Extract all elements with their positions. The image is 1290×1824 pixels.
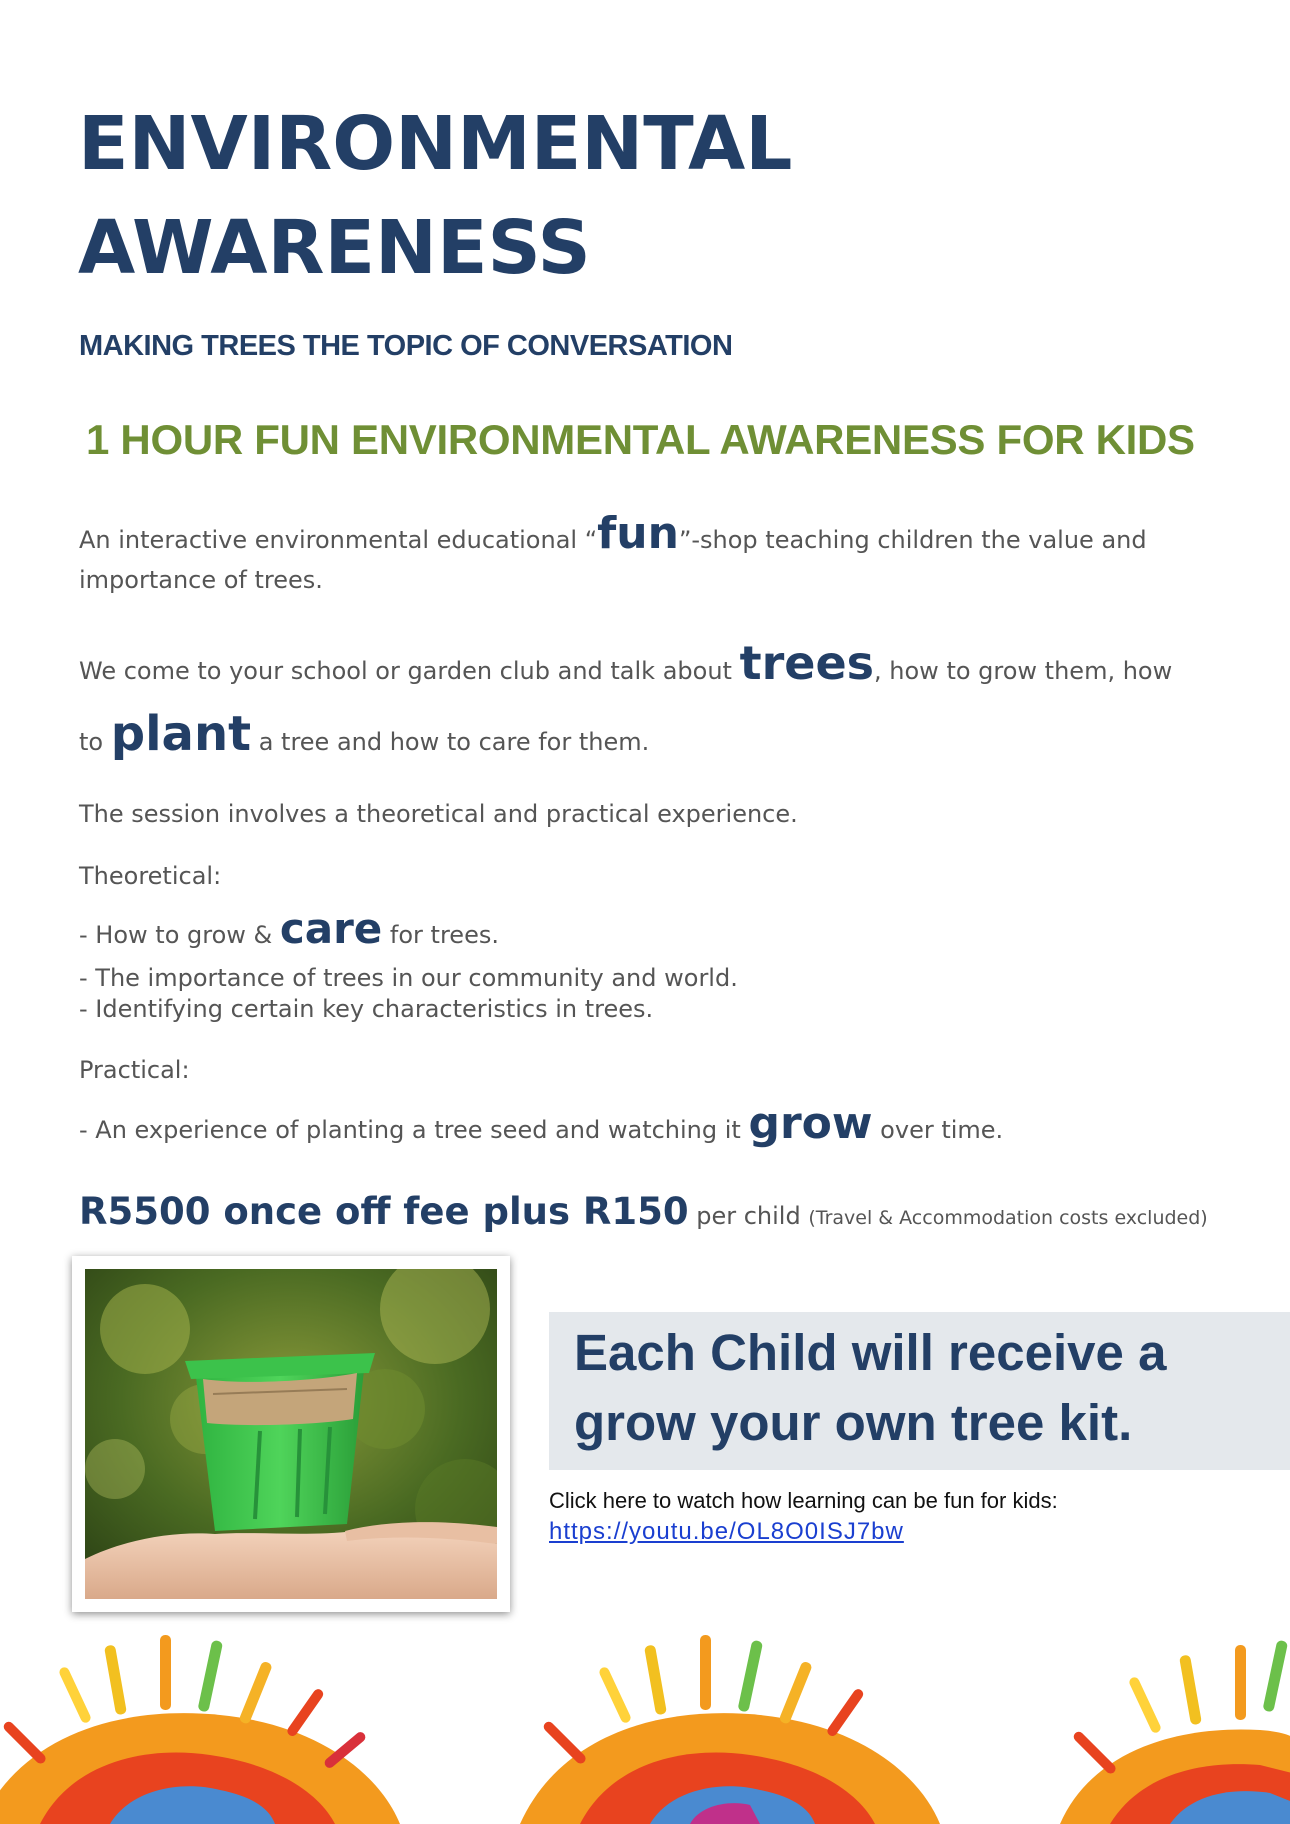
visit-line2-after: a tree and how to care for them. bbox=[251, 728, 650, 756]
visit-text-before: We come to your school or garden club and talk about bbox=[79, 657, 740, 685]
tree-kit-photo bbox=[85, 1269, 497, 1599]
intro-line-1 bbox=[79, 508, 1147, 559]
hand-holding-green-pot-image bbox=[85, 1269, 497, 1599]
headline: 1 HOUR FUN ENVIRONMENTAL AWARENESS FOR KIDS bbox=[86, 416, 1195, 463]
video-label: Click here to watch how learning can be fun for kids: bbox=[549, 1488, 1058, 1513]
theoretical-item-1 bbox=[79, 904, 499, 953]
theoretical-item-2: - The importance of trees in our community and world. bbox=[79, 964, 738, 992]
title-line-2: AWARENESS bbox=[78, 205, 591, 291]
handprint-cluster-left-icon bbox=[0, 1635, 400, 1824]
price-line bbox=[79, 1190, 1208, 1233]
price-per-child: per child bbox=[688, 1202, 809, 1230]
title-line-1: ENVIRONMENTAL bbox=[78, 101, 793, 187]
handprint-cluster-middle-icon bbox=[520, 1635, 940, 1824]
price-note: (Travel & Accommodation costs excluded) bbox=[808, 1207, 1208, 1229]
intro-text-after: ”-shop teaching children the value and bbox=[678, 526, 1147, 554]
tree-kit-photo-frame bbox=[72, 1256, 510, 1612]
handprint-cluster-right-icon bbox=[1060, 1640, 1290, 1824]
intro-emphasis-fun: fun bbox=[597, 508, 679, 559]
theoretical-item-1-after: for trees. bbox=[382, 921, 499, 949]
practical-emphasis-grow: grow bbox=[748, 1098, 873, 1149]
page-title bbox=[78, 92, 792, 300]
visit-emphasis-trees: trees bbox=[739, 636, 875, 690]
tree-kit-line-2: grow your own tree kit. bbox=[574, 1394, 1133, 1451]
video-link[interactable]: https://youtu.be/OL8O0ISJ7bw bbox=[549, 1518, 904, 1545]
session-text: The session involves a theoretical and practical experience. bbox=[79, 800, 798, 828]
intro-text-before: An interactive environmental educational “ bbox=[79, 526, 598, 554]
visit-line-2 bbox=[79, 706, 649, 762]
practical-item-1 bbox=[79, 1098, 1003, 1149]
tree-kit-line-1: Each Child will receive a bbox=[574, 1324, 1167, 1381]
theoretical-heading: Theoretical: bbox=[79, 862, 222, 890]
handprint-decoration-icon bbox=[0, 1615, 1290, 1824]
visit-line2-before: to bbox=[79, 728, 111, 756]
subtitle: MAKING TREES THE TOPIC OF CONVERSATION bbox=[79, 330, 733, 362]
theoretical-item-3: - Identifying certain key characteristics in trees. bbox=[79, 995, 654, 1023]
practical-item-1-before: - An experience of planting a tree seed and watching it bbox=[79, 1116, 749, 1144]
theoretical-item-1-before: - How to grow & bbox=[79, 921, 280, 949]
practical-heading: Practical: bbox=[79, 1056, 190, 1084]
theoretical-emphasis-care: care bbox=[279, 904, 383, 953]
visit-line-1 bbox=[79, 636, 1172, 690]
tree-kit-callout bbox=[574, 1318, 1166, 1458]
visit-emphasis-plant: plant bbox=[110, 706, 252, 762]
price-fee: R5500 once off fee plus R150 bbox=[79, 1190, 689, 1233]
practical-item-1-after: over time. bbox=[872, 1116, 1004, 1144]
intro-line-2: importance of trees. bbox=[79, 566, 323, 594]
visit-text-after: , how to grow them, how bbox=[874, 657, 1173, 685]
